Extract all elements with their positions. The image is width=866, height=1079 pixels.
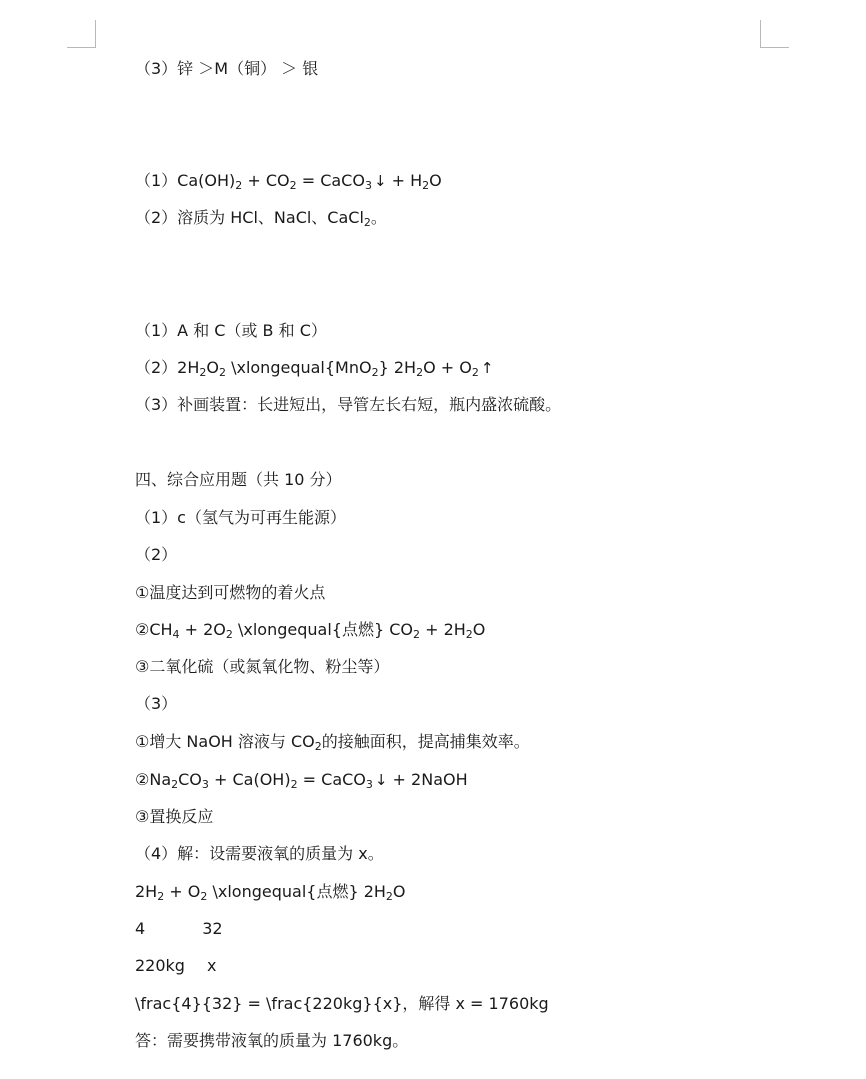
crop-mark-top-right-horizontal: [760, 47, 789, 48]
precipitate-arrow: ↓: [374, 771, 388, 789]
answer-line-19: 4 32: [135, 919, 223, 938]
crop-mark-top-right-vertical: [760, 20, 761, 48]
answer-line-14: ①增大 NaOH 溶液与 $CO_2$的接触面积，提高捕集效率。: [135, 732, 530, 753]
answer-line-20: 220kg x: [135, 956, 217, 975]
answer-line-21: \frac{4}{32} = \frac{220kg}{x}，解得 x = 1760kg: [135, 994, 549, 1013]
answer-line-11: $②CH_4 + 2O_2$ \xlongequal{点燃} $CO_2 + 2H_2O$: [135, 620, 486, 641]
answer-line-8: （1）c（氢气为可再生能源）: [135, 508, 346, 527]
answer-line-2: $(1)Ca(OH)_2 + CO_2$ = CaCO$_3$ ↓ + $H_2O$: [135, 171, 442, 192]
crop-mark-top-left-vertical: [95, 20, 96, 48]
answer-line-16: ③置换反应: [135, 807, 214, 826]
precipitate-arrow: ↓: [373, 172, 387, 190]
answer-line-4: （1）A 和 C（或 B 和 C）: [135, 321, 327, 340]
answer-line-12: ③二氧化硫（或氮氧化物、粉尘等）: [135, 657, 390, 676]
answer-line-15: $②Na_2CO_3 + Ca(OH)_2$ = CaCO$_3$ ↓ + 2NaOH: [135, 770, 468, 791]
section-heading: 四、综合应用题（共 10 分）: [135, 470, 342, 489]
crop-mark-top-left-horizontal: [67, 47, 96, 48]
gas-arrow: ↑: [480, 359, 494, 377]
answer-line-6: （3）补画装置：长进短出，导管左长右短，瓶内盛浓硫酸。: [135, 395, 562, 414]
answer-line-10: ①温度达到可燃物的着火点: [135, 583, 326, 602]
answer-line-1: （3）锌 ＞M（铜） ＞ 银: [135, 59, 319, 78]
answer-line-9: （2）: [135, 545, 178, 564]
answer-line-22: 答：需要携带液氧的质量为 1760kg。: [135, 1031, 409, 1050]
answer-line-3: （2）溶质为 HCl、NaCl、CaCl$_2$。: [135, 208, 387, 229]
answer-line-18: $2H_2 + O_2$ \xlongequal{点燃} $2H_2O$: [135, 882, 406, 903]
answer-line-13: （3）: [135, 694, 178, 713]
answer-line-17: （4）解：设需要液氧的质量为 x。: [135, 844, 384, 863]
answer-line-5: $(2)2H_2O_2$ \xlongequal{MnO$_2$} $2H_2O + O_2$ ↑: [135, 358, 494, 379]
